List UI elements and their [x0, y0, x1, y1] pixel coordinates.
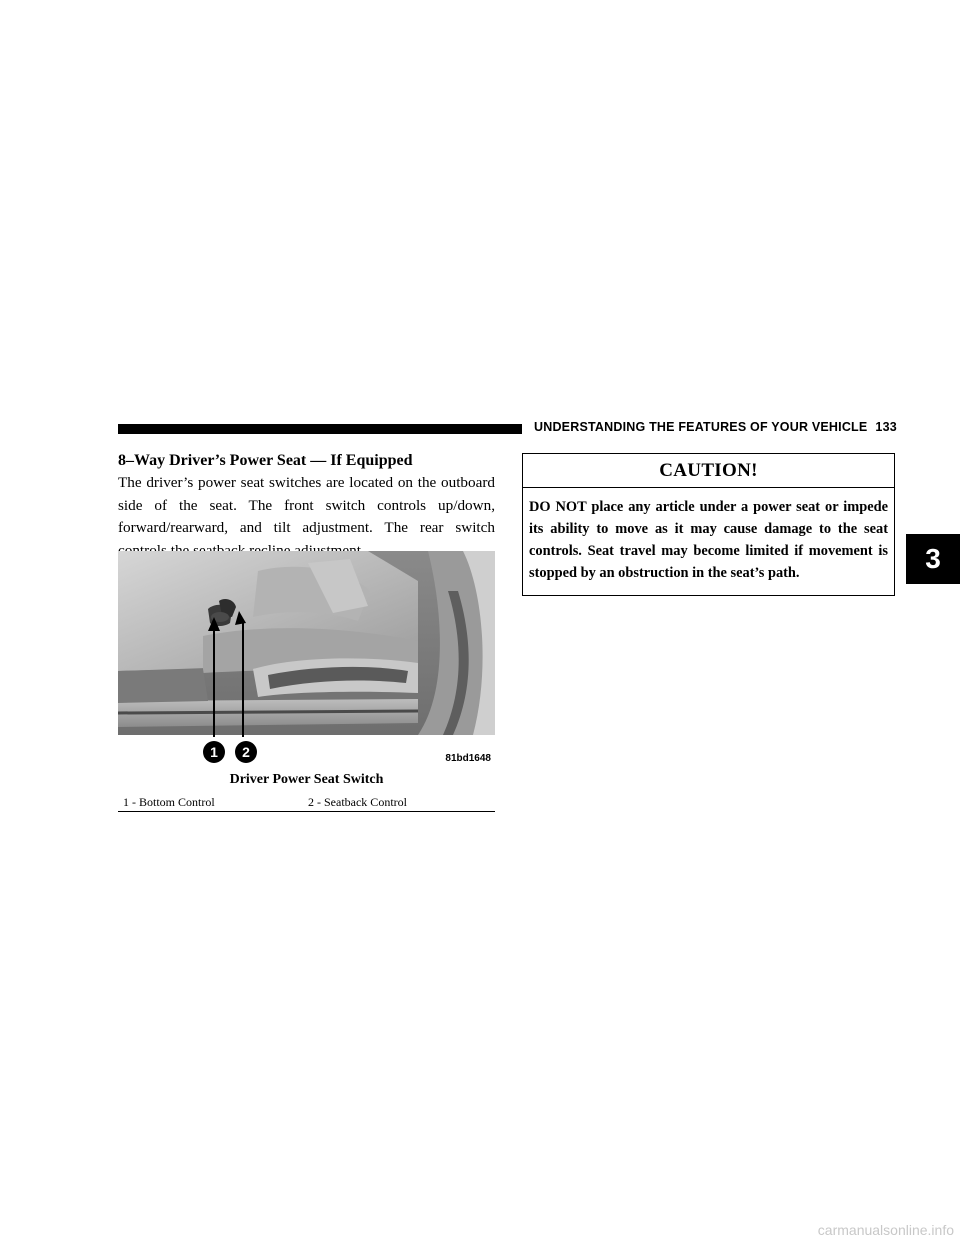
legend-item-bottom-control: 1 - Bottom Control [123, 795, 215, 809]
caution-title: CAUTION! [523, 454, 894, 488]
running-title: UNDERSTANDING THE FEATURES OF YOUR VEHICLE [534, 420, 868, 434]
chapter-tab: 3 [906, 534, 960, 584]
legend-item-seatback-control: 2 - Seatback Control [308, 795, 407, 809]
figure-caption: Driver Power Seat Switch [229, 772, 384, 787]
caution-text: DO NOT place any article under a power seat or impede its ability to move as it may cause damage to the seat controls. Seat travel may become limited if movement is stopped by an obstruction in the seat’s path. [529, 499, 888, 581]
callout-2: 2 [235, 741, 257, 763]
figure-code: 81bd1648 [445, 753, 491, 764]
running-header [534, 420, 897, 434]
section-title: 8–Way Driver’s Power Seat — If Equipped [118, 452, 413, 469]
figure-legend [118, 795, 495, 812]
seat-illustration-svg [118, 551, 495, 772]
section-body: The driver’s power seat switches are located on the outboard side of the seat. The front switch controls up/down, forward/rearward, and tilt adjustment. The rear switch [118, 474, 495, 537]
caution-box [522, 453, 895, 596]
header-rule [118, 424, 522, 434]
callout-1: 1 [203, 741, 225, 763]
watermark: carmanualsonline.info [817, 1222, 954, 1238]
page-number: 133 [875, 420, 897, 434]
seat-switch-illustration [118, 551, 495, 772]
